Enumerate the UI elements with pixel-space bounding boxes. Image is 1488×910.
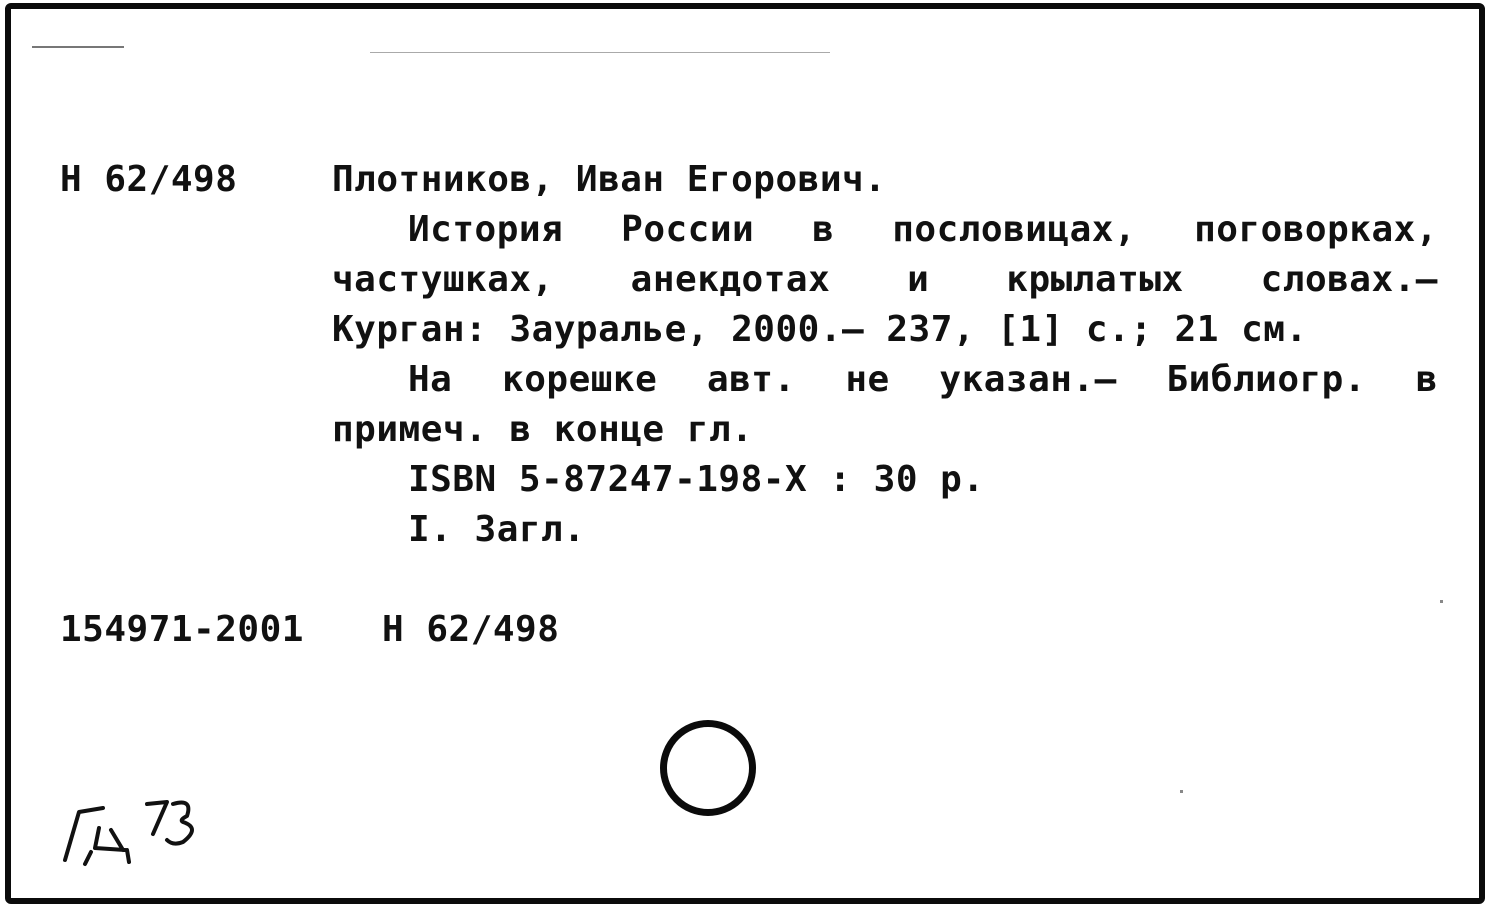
punch-hole xyxy=(660,720,756,816)
title-word: словах.– xyxy=(1260,259,1438,300)
call-number: Н 62/498 xyxy=(60,159,238,200)
title-word: в xyxy=(812,209,835,250)
title-word: История xyxy=(408,209,564,250)
title-word: пословицах, xyxy=(892,209,1137,250)
title-word: и xyxy=(907,259,930,300)
note-word: На xyxy=(408,359,453,400)
title-line-2 xyxy=(332,259,1438,300)
note-word: корешке xyxy=(502,359,658,400)
title-line-1 xyxy=(408,209,1438,250)
author-heading: Плотников, Иван Егорович. xyxy=(332,159,887,200)
isbn-line: ISBN 5-87247-198-X : 30 р. xyxy=(408,459,985,500)
scan-artifact xyxy=(370,52,830,53)
title-word: крылатых xyxy=(1006,259,1184,300)
call-number-repeat: Н 62/498 xyxy=(382,609,560,650)
title-word: частушках, xyxy=(332,259,554,300)
tracing-line: I. Загл. xyxy=(408,509,586,550)
handwritten-mark xyxy=(55,790,225,880)
scan-artifact xyxy=(1440,600,1443,603)
note-word: указан.– xyxy=(939,359,1117,400)
note-word: в xyxy=(1415,359,1438,400)
note-word: Библиогр. xyxy=(1166,359,1367,400)
note-line-2: примеч. в конце гл. xyxy=(332,409,754,450)
title-word: поговорках, xyxy=(1194,209,1438,250)
scan-artifact xyxy=(1180,790,1183,793)
imprint-line: Курган: Зауралье, 2000.– 237, [1] с.; 21 см. xyxy=(332,309,1308,350)
note-word: авт. xyxy=(706,359,796,400)
title-word: России xyxy=(621,209,755,250)
accession-number: 154971-2001 xyxy=(60,609,304,650)
note-word: не xyxy=(845,359,890,400)
title-word: анекдотах xyxy=(630,259,831,300)
note-line-1 xyxy=(408,359,1438,400)
scan-artifact xyxy=(32,46,124,48)
